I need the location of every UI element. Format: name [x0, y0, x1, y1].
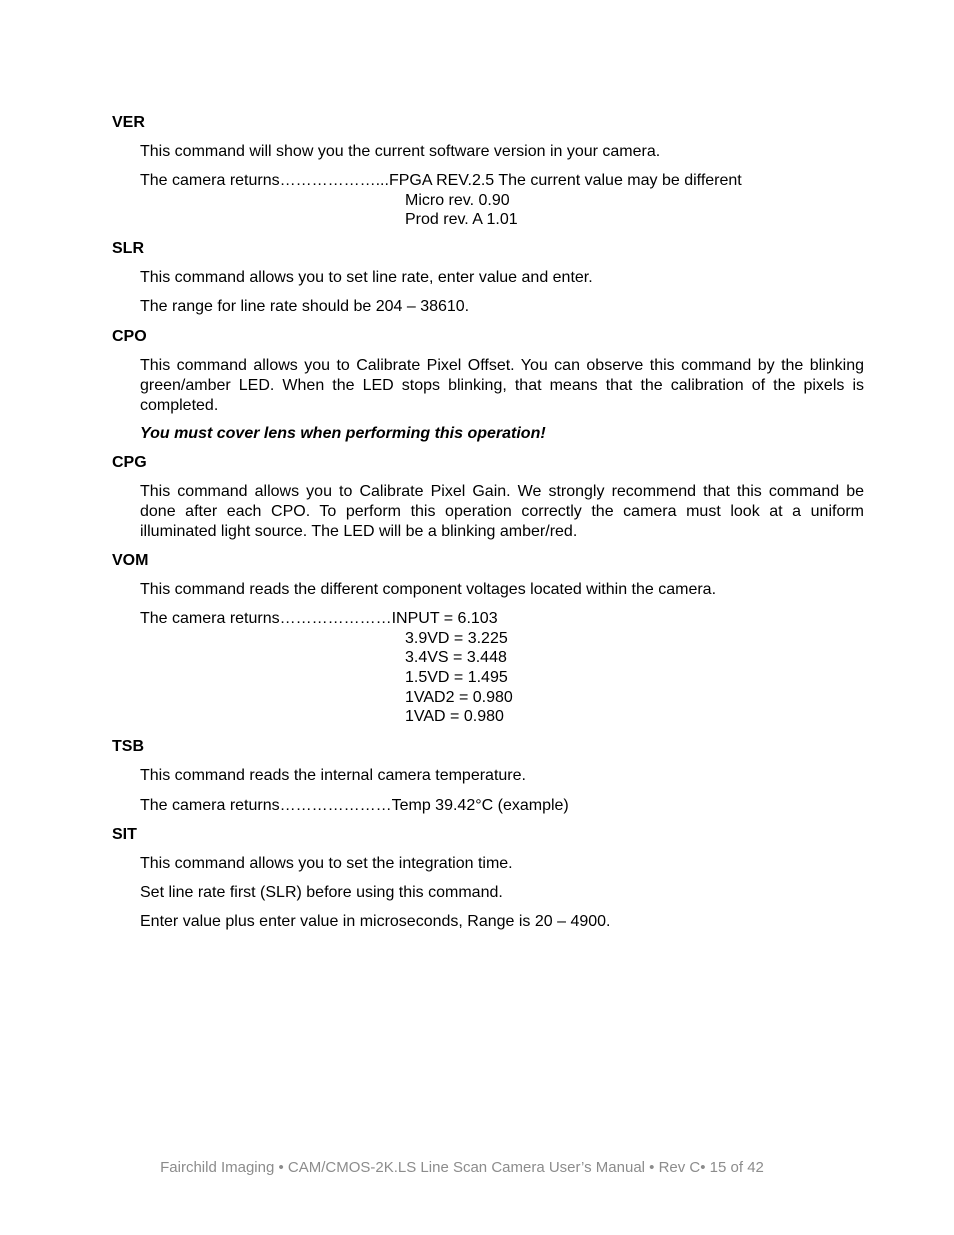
section-title-cpg: CPG	[112, 454, 147, 471]
cpg-description: This command allows you to Calibrate Pixel Gain. We strongly recommend that this command be done after each CPO. To perform this operation correctly the camera must look at a uniform illuminated light source. The LED will be a blinking amber/red.	[140, 483, 864, 540]
vom-value: 1VAD2 = 0.980	[405, 689, 513, 706]
tsb-returns: The camera returns…………………Temp 39.42°C (example)	[140, 797, 569, 814]
ver-value-micro: Micro rev. 0.90	[405, 192, 510, 209]
ver-returns: The camera returns………………...FPGA REV.2.5 The current value may be different	[140, 172, 742, 189]
page-footer: Fairchild Imaging • CAM/CMOS-2K.LS Line Scan Camera User’s Manual • Rev C• 15 of 42	[160, 1159, 764, 1176]
vom-returns: The camera returns…………………INPUT = 6.103	[140, 610, 498, 627]
vom-value: 3.4VS = 3.448	[405, 649, 507, 666]
vom-description: This command reads the different component voltages located within the camera.	[140, 581, 717, 598]
section-title-tsb: TSB	[112, 738, 144, 755]
section-title-cpo: CPO	[112, 328, 147, 345]
vom-value: 1VAD = 0.980	[405, 708, 504, 725]
slr-range: The range for line rate should be 204 – 38610.	[140, 298, 470, 315]
vom-value: 1.5VD = 1.495	[405, 669, 508, 686]
section-title-sit: SIT	[112, 826, 137, 843]
cpo-warning: You must cover lens when performing this operation!	[140, 425, 546, 442]
sit-description: This command allows you to set the integration time.	[140, 855, 513, 872]
sit-range: Enter value plus enter value in microseconds, Range is 20 – 4900.	[140, 913, 611, 930]
tsb-description: This command reads the internal camera temperature.	[140, 767, 526, 784]
vom-value: 3.9VD = 3.225	[405, 630, 508, 647]
section-title-slr: SLR	[112, 240, 144, 257]
cpo-description: This command allows you to Calibrate Pixel Offset. You can observe this command by the blinking green/amber LED. When the LED stops blinking, that means that the calibration of the pixels is completed.	[140, 357, 864, 414]
ver-description: This command will show you the current software version in your camera.	[140, 143, 661, 160]
sit-note: Set line rate first (SLR) before using this command.	[140, 884, 503, 901]
ver-value-prod: Prod rev. A 1.01	[405, 211, 518, 228]
section-title-vom: VOM	[112, 552, 149, 569]
section-title-ver: VER	[112, 114, 145, 131]
slr-description: This command allows you to set line rate, enter value and enter.	[140, 269, 593, 286]
